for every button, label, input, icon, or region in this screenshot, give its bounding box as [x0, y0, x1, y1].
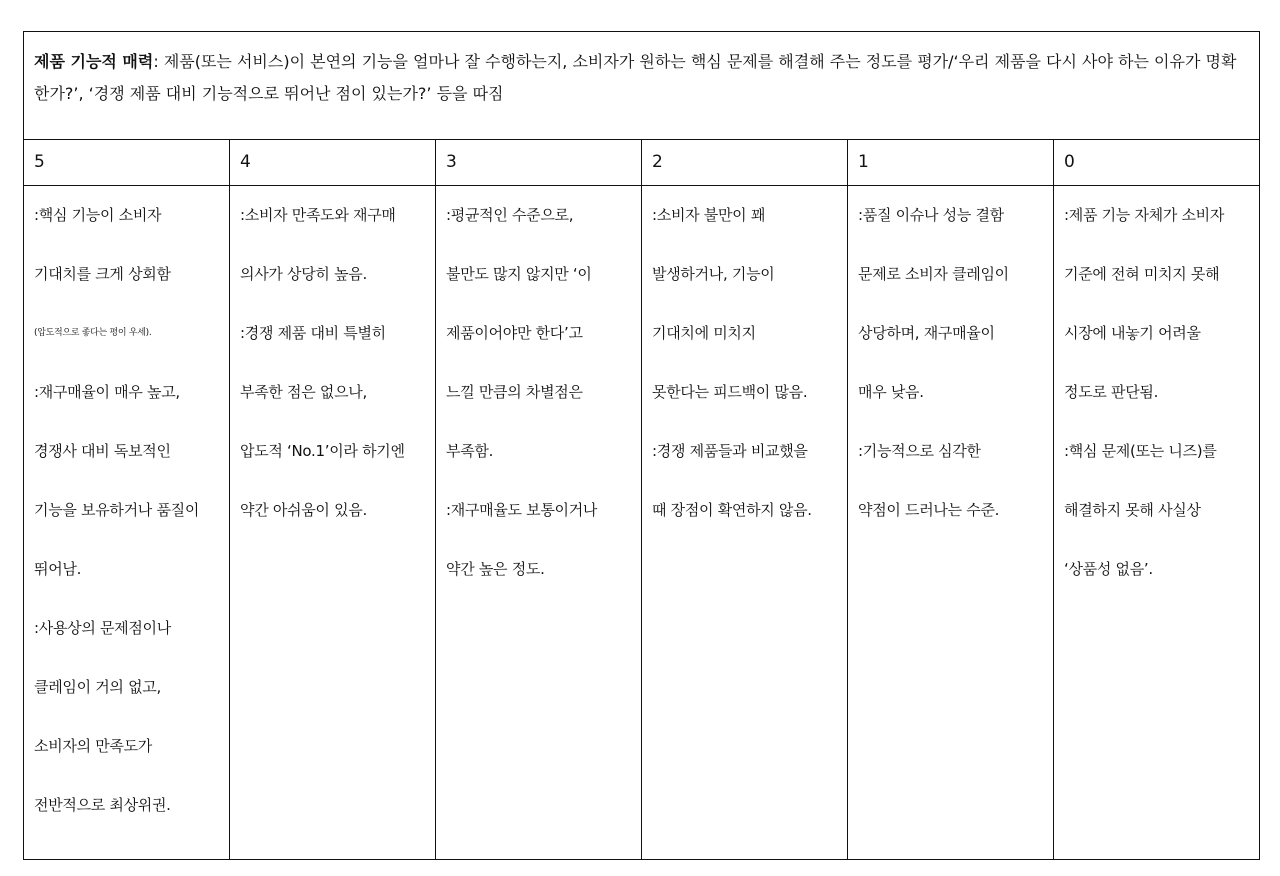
description-row: [24, 186, 1260, 860]
description-line: :평균적인 수준으로,: [446, 206, 574, 224]
score-description-0: [1054, 186, 1260, 860]
description-line: :재구매율도 보통이거나: [446, 501, 598, 519]
description-line: 못한다는 피드백이 많음.: [652, 383, 808, 401]
rubric-description: : 제품(또는 서비스)이 본연의 기능을 얼마나 잘 수행하는지, 소비자가 원하는 핵심 문제를 해결해 주는 정도를 평가/‘우리 제품을 다시 사야 하는 이유가 명확한가?’, ‘경쟁 제품 대비 기능적으로 뛰어난 점이 있는가?’ 등을 따짐: [34, 52, 1237, 103]
description-line: 불만도 많지 않지만 ‘이: [446, 265, 592, 283]
description-line: 약간 높은 정도.: [446, 560, 545, 578]
description-line: :경쟁 제품들과 비교했을: [652, 442, 808, 460]
description-line: 경쟁사 대비 독보적인: [34, 442, 171, 460]
description-line: 제품이어야만 한다’고: [446, 324, 583, 342]
score-header-3: 3: [436, 140, 642, 186]
description-line: :소비자 불만이 꽤: [652, 206, 766, 224]
score-row: [24, 140, 1260, 186]
score-header-5: 5: [24, 140, 230, 186]
description-line: 뛰어남.: [34, 560, 82, 578]
description-line: 클레임이 거의 없고,: [34, 678, 161, 696]
score-description-3: [436, 186, 642, 860]
description-line: 상당하며, 재구매율이: [858, 324, 995, 342]
description-line: 시장에 내놓기 어려울: [1064, 324, 1201, 342]
description-line: 의사가 상당히 높음.: [240, 265, 367, 283]
description-line: 문제로 소비자 클레임이: [858, 265, 1009, 283]
description-line: :재구매율이 매우 높고,: [34, 383, 180, 401]
description-line: 압도적 ‘No.1’이라 하기엔: [240, 442, 405, 460]
score-description-4: [230, 186, 436, 860]
description-line: :핵심 기능이 소비자: [34, 206, 162, 224]
description-line: 기능을 보유하거나 품질이: [34, 501, 200, 519]
score-header-0: 0: [1054, 140, 1260, 186]
description-line: :기능적으로 심각한: [858, 442, 981, 460]
description-line: ‘상품성 없음’.: [1064, 560, 1153, 578]
score-header-2: 2: [642, 140, 848, 186]
score-description-2: [642, 186, 848, 860]
description-line: 부족함.: [446, 442, 494, 460]
description-line: 소비자의 만족도가: [34, 737, 152, 755]
description-line: 기대치를 크게 상회함: [34, 265, 171, 283]
description-line: :경쟁 제품 대비 특별히: [240, 324, 386, 342]
description-line: :품질 이슈나 성능 결함: [858, 206, 1004, 224]
description-line: 기준에 전혀 미치지 못해: [1064, 265, 1220, 283]
description-line: (압도적으로 좋다는 평이 우세).: [34, 328, 152, 338]
description-line: 부족한 점은 없으나,: [240, 383, 367, 401]
description-line: :제품 기능 자체가 소비자: [1064, 206, 1225, 224]
score-description-5: [24, 186, 230, 860]
description-line: 기대치에 미치지: [652, 324, 756, 342]
score-header-4: 4: [230, 140, 436, 186]
description-line: 발생하거나, 기능이: [652, 265, 775, 283]
description-line: :핵심 문제(또는 니즈)를: [1064, 442, 1217, 460]
description-line: 매우 낮음.: [858, 383, 924, 401]
rating-rubric-table: [23, 31, 1260, 860]
description-line: 전반적으로 최상위권.: [34, 796, 171, 814]
description-line: 정도로 판단됨.: [1064, 383, 1159, 401]
score-header-1: 1: [848, 140, 1054, 186]
description-line: :소비자 만족도와 재구매: [240, 206, 396, 224]
rubric-title-cell: [24, 32, 1260, 140]
description-line: 약점이 드러나는 수준.: [858, 501, 1000, 519]
description-line: 해결하지 못해 사실상: [1064, 501, 1201, 519]
rubric-label: 제품 기능적 매력: [34, 52, 154, 71]
description-line: 약간 아쉬움이 있음.: [240, 501, 367, 519]
score-description-1: [848, 186, 1054, 860]
description-line: :사용상의 문제점이나: [34, 619, 171, 637]
description-line: 때 장점이 확연하지 않음.: [652, 501, 812, 519]
description-line: 느낄 만큼의 차별점은: [446, 383, 583, 401]
